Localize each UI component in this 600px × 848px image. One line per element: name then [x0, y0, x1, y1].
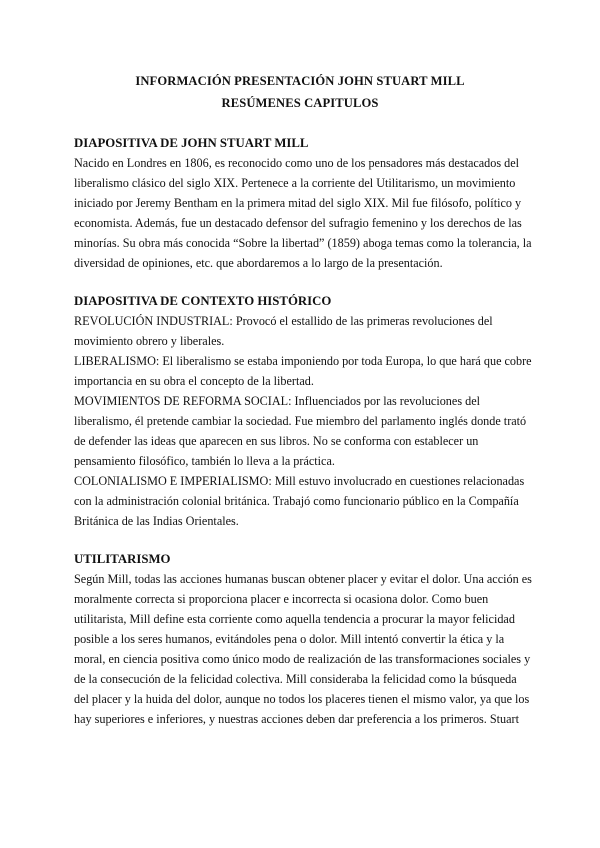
- section-utilitarismo: [74, 549, 532, 729]
- paragraph-lead: REVOLUCIÓN INDUSTRIAL:: [74, 314, 233, 328]
- paragraph-lead: COLONIALISMO E IMPERIALISMO:: [74, 474, 272, 488]
- paragraph-lead: MOVIMIENTOS DE REFORMA SOCIAL:: [74, 394, 292, 408]
- document-subtitle: RESÚMENES CAPITULOS: [221, 96, 379, 110]
- document-title: INFORMACIÓN PRESENTACIÓN JOHN STUART MILL: [135, 74, 465, 88]
- paragraph-lead: LIBERALISMO:: [74, 354, 160, 368]
- paragraph-text: Según Mill, todas las acciones humanas buscan obtener placer y evitar el dolor. Una acción es moralmente correcta si proporciona placer e incorrecta si ocasiona dolor. Como buen utilitarista, Mill define esta corriente como aquella tendencia a procurar la mayor felicidad posible a los seres humanos, evitándoles pena o dolor. Mill intentó convertir la ética y la moral, en ciencia positiva como único modo de realización de las transformaciones sociales y de la consecución de la felicidad colectiva. Mill consideraba la felicidad como la búsqueda del placer y la huida del dolor, aunque no todos los placeres tienen el mismo valor, ya que los hay superiores e inferiores, y nuestras acciones deben dar preferencia a los primeros. Stuart: [74, 572, 532, 726]
- paragraph: [74, 351, 532, 391]
- paragraph: [74, 569, 532, 729]
- section-heading: DIAPOSITIVA DE JOHN STUART MILL: [74, 136, 309, 150]
- section-heading: DIAPOSITIVA DE CONTEXTO HISTÓRICO: [74, 294, 332, 308]
- paragraph-text: Mill estuvo involucrado en cuestiones relacionadas con la administración colonial británica. Trabajó como funcionario público en la Compañía Británica de las Indias Orientales.: [74, 474, 525, 528]
- section-contexto-historico: [74, 291, 532, 531]
- paragraph: [74, 153, 532, 273]
- paragraph-text: El liberalismo se estaba imponiendo por toda Europa, lo que hará que cobre importancia en su obra el concepto de la libertad.: [74, 354, 532, 388]
- paragraph-text: Provocó el estallido de las primeras revoluciones del movimiento obrero y liberales.: [74, 314, 493, 348]
- paragraph: [74, 311, 532, 351]
- paragraph-text: Nacido en Londres en 1806, es reconocido como uno de los pensadores más destacados del liberalismo clásico del siglo XIX. Pertenece a la corriente del Utilitarismo, un movimiento iniciado por Jeremy Bentham en la primera mitad del siglo XIX. Mil fue filósofo, político y economista. Además, fue un destacado defensor del sufragio femenino y los derechos de las minorías. Su obra más conocida “Sobre la libertad” (1859) aboga temas como la tolerancia, la diversidad de opiniones, etc. que abordaremos a lo largo de la presentación.: [74, 156, 532, 270]
- paragraph: [74, 471, 532, 531]
- paragraph: [74, 391, 532, 471]
- paragraph-text: Influenciados por las revoluciones del liberalismo, él pretende cambiar la sociedad. Fue miembro del parlamento inglés donde trató de defender las ideas que aparecen en sus libros. No se conforma con establecer un pensamiento filosófico, también lo lleva a la práctica.: [74, 394, 527, 468]
- document-body: [74, 133, 532, 747]
- section-heading: UTILITARISMO: [74, 552, 171, 566]
- section-john-stuart-mill: [74, 133, 532, 273]
